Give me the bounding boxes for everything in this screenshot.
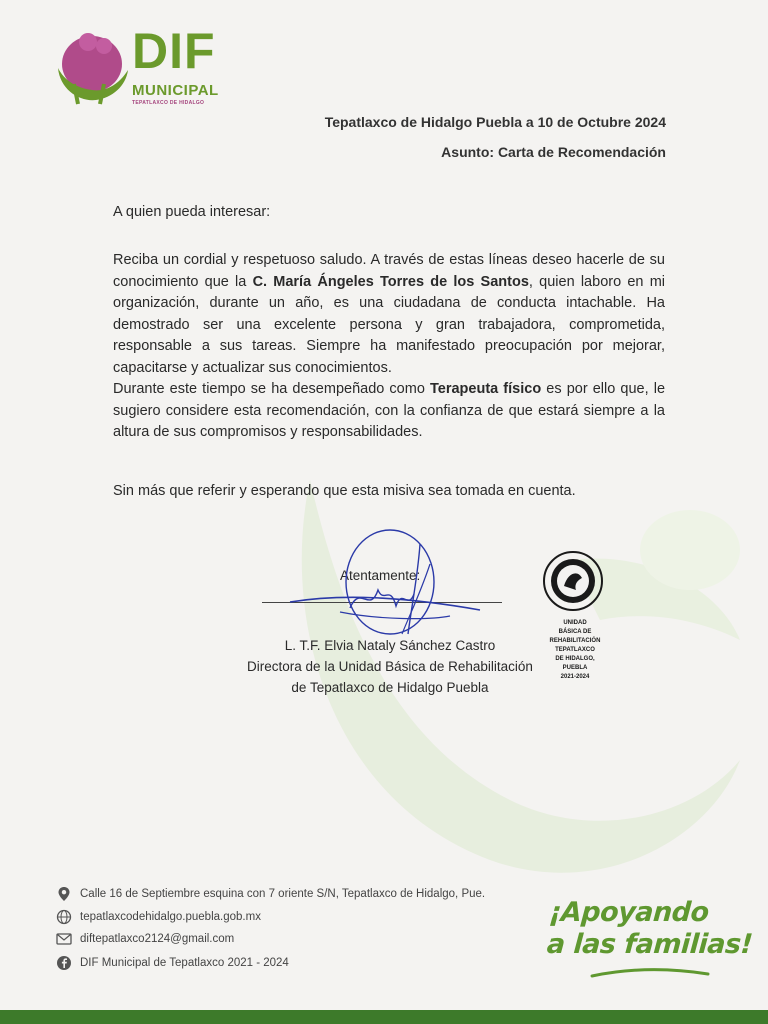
seal-line: REHABILITACIÓN — [549, 638, 601, 644]
signatory-title-2: de Tepatlaxco de Hidalgo Puebla — [291, 680, 489, 695]
p1-text-a: Reciba un cordial y respetuoso saludo. A través de estas líneas deseo hacerle de su conocimiento que la — [113, 252, 665, 290]
footer-bar — [0, 1010, 768, 1024]
signatory — [220, 635, 560, 698]
facebook-icon — [56, 955, 72, 971]
p1-text-b: , quien laboro en mi organización, durante un año, es una ciudadana de conducta intachable. Ha demostrado ser una excelente persona y gran trabajadora, comprometida, responsable a sus tareas. Siempre ha manifestado preocupación por mejorar, capacitarse y actualizar sus conocimientos. — [113, 273, 666, 376]
slogan-line-1: ¡Apoyando — [548, 897, 710, 928]
globe-icon — [56, 909, 72, 925]
subject-line: Asunto: Carta de Recomendación — [441, 144, 666, 160]
facebook-row[interactable] — [56, 955, 289, 971]
logo-location: TEPATLAXCO DE HIDALGO — [132, 100, 205, 106]
signatory-name: L. T.F. Elvia Nataly Sánchez Castro — [284, 638, 496, 653]
email-row[interactable] — [56, 932, 234, 946]
facebook-link[interactable]: DIF Municipal de Tepatlaxco 2021 - 2024 — [80, 957, 289, 969]
website-link[interactable]: tepatlaxcodehidalgo.puebla.gob.mx — [80, 911, 261, 923]
attentively-label: Atentamente: — [340, 568, 421, 583]
date-line: Tepatlaxco de Hidalgo Puebla a 10 de Octubre 2024 — [324, 114, 666, 130]
location-pin-icon — [56, 886, 72, 902]
seal-line: 2021-2024 — [560, 674, 590, 680]
address-text: Calle 16 de Septiembre esquina con 7 oriente S/N, Tepatlaxco de Hidalgo, Pue. — [80, 888, 486, 900]
paragraph-2 — [113, 379, 665, 444]
greeting: A quien pueda interesar: — [113, 204, 271, 220]
logo-title: DIF — [132, 23, 216, 79]
website-row[interactable] — [56, 909, 261, 925]
logo-subtitle: MUNICIPAL — [132, 82, 219, 99]
p2-text-b: es por ello que, le sugiero considere esta recomendación, con la confianza de que estará siempre a la altura de sus compromisos y responsabilidades. — [113, 381, 666, 440]
dif-logo — [52, 23, 232, 114]
mail-icon — [56, 932, 72, 946]
seal-line: PUEBLA — [562, 665, 588, 671]
seal-line: TEPATLAXCO — [555, 647, 595, 653]
seal-line: DE HIDALGO, — [555, 656, 595, 662]
slogan-swoosh — [590, 966, 710, 980]
seal-line: UNIDAD — [563, 620, 587, 626]
official-seal — [540, 550, 610, 682]
p2-text-a: Durante este tiempo se ha desempeñado como — [113, 381, 430, 397]
email-link[interactable]: diftepatlaxco2124@gmail.com — [80, 933, 235, 945]
signature-block — [220, 560, 560, 700]
slogan-line-2: a las familias! — [545, 929, 754, 960]
closing-paragraph: Sin más que referir y esperando que esta misiva sea tomada en cuenta. — [113, 483, 576, 499]
paragraph-1 — [113, 250, 665, 379]
candidate-name: C. María Ángeles Torres de los Santos — [252, 273, 529, 290]
slogan — [546, 897, 760, 961]
dif-emblem-icon — [52, 28, 132, 106]
role-name: Terapeuta físico — [429, 381, 542, 397]
address-row — [56, 886, 485, 902]
signatory-title-1: Directora de la Unidad Básica de Rehabilitación — [247, 659, 533, 674]
mexico-coat-of-arms-icon — [542, 550, 604, 612]
seal-line: BÁSICA DE — [558, 629, 592, 635]
seal-text — [540, 619, 610, 682]
